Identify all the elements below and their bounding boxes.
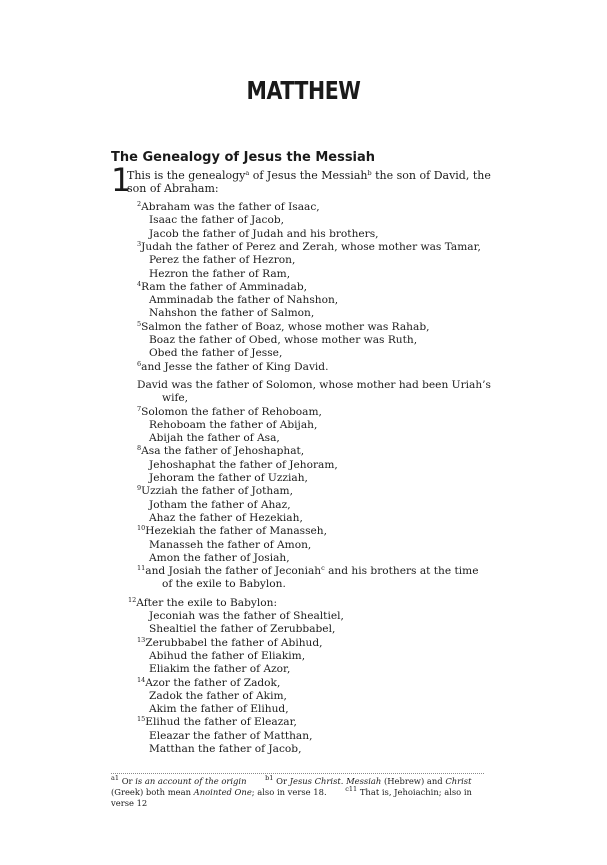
verse-text: After the exile to Babylon: [136, 596, 278, 609]
verse-text: Jacob the father of Judah and his brothers, [149, 227, 379, 240]
verse-line [137, 241, 481, 254]
verse-line [149, 334, 417, 347]
verse-line [149, 268, 290, 281]
verse-number: 4 [137, 279, 142, 288]
verse-line [137, 565, 478, 578]
verse-text: Amminadab the father of Nahshon, [149, 294, 339, 307]
verse-text: Ahaz the father of Hezekiah, [149, 511, 303, 524]
verse-text: wife, [162, 392, 189, 405]
verse-line [149, 650, 305, 663]
verse-line [149, 610, 344, 623]
verse-line [137, 485, 293, 498]
verse-text: Hezekiah the father of Manasseh, [145, 525, 327, 538]
verse-text: Boaz the father of Obed, whose mother was Ruth, [149, 334, 418, 346]
verse-text: Shealtiel the father of Zerubbabel, [149, 623, 336, 636]
verse-text: Rehoboam the father of Abijah, [149, 418, 318, 431]
verse-line [137, 361, 328, 374]
footnote-text: is an account of the origin [135, 776, 247, 786]
verse-line [149, 294, 338, 307]
verse-line [149, 690, 287, 703]
verse-number: 9 [137, 484, 142, 493]
footnote-ref: a1 [111, 774, 120, 782]
footnote-ref: b1 [265, 774, 274, 782]
verse-text: Abihud the father of Eliakim, [149, 649, 306, 662]
verse-line [149, 552, 290, 565]
verse-text: Jeconiah was the father of Shealtiel, [149, 610, 344, 622]
verse-line [149, 703, 289, 716]
verse-line [162, 392, 188, 405]
verse-text: David was the father of Solomon, whose mother had been Uriah’s [137, 378, 491, 391]
verse-line [137, 201, 320, 214]
footnote-text: (Greek) both mean [111, 787, 194, 797]
verse-text: Asa the father of Jehoshaphat, [141, 445, 305, 458]
section-heading: The Genealogy of Jesus the Messiah [111, 150, 376, 165]
verse-line [149, 459, 338, 472]
verse-text: Nahshon the father of Salmon, [149, 307, 315, 320]
verse-line [137, 525, 327, 538]
verse-line [149, 663, 290, 676]
footnote-marker[interactable]: b [367, 169, 372, 177]
footnote-text: verse 12 [111, 798, 148, 808]
verse-text: Zadok the father of Akim, [149, 689, 287, 702]
verse-text: Elihud the father of Eleazar, [145, 716, 297, 729]
verse-text: Jehoram the father of Uzziah, [149, 472, 308, 484]
verse-text: Eliakim the father of Azor, [149, 663, 291, 676]
verse-text: Amon the father of Josiah, [149, 551, 290, 564]
verse-number: 5 [137, 319, 142, 328]
verse-line [137, 406, 322, 419]
verse-number: 2 [137, 200, 142, 208]
verse-text: Manasseh the father of Amon, [149, 538, 312, 551]
verse-text: and his brothers at the time [324, 565, 479, 578]
verse-line [149, 539, 311, 552]
book-title: MATTHEW [246, 76, 361, 105]
footnote-text: That is, Jehoiachin; also in [359, 787, 472, 797]
verse-number: 13 [137, 635, 146, 644]
verse-line [149, 419, 317, 432]
verse-line [149, 307, 314, 320]
verse-line [149, 432, 280, 445]
verse-line [149, 214, 284, 227]
verse-text: Eleazar the father of Matthan, [149, 729, 313, 742]
verse-text: Akim the father of Elihud, [149, 703, 289, 716]
verse-number: 6 [137, 359, 142, 368]
verse-line [137, 716, 297, 729]
verse-text: Jehoshaphat the father of Jehoram, [149, 458, 338, 471]
verse-text: of the exile to Babylon. [162, 578, 286, 591]
verse-line [137, 379, 491, 392]
verse-text: Isaac the father of Jacob, [149, 214, 284, 227]
verse-number: 3 [137, 239, 142, 248]
verse-text: Abijah the father of Asa, [149, 432, 280, 445]
footnote-divider [111, 773, 484, 774]
footnote-marker[interactable]: c [321, 564, 325, 573]
verse-number: 7 [137, 404, 142, 413]
footnote-ref: c11 [345, 785, 358, 793]
verse-text: Abraham was the father of Isaac, [141, 201, 320, 213]
footnote-text: Jesus Christ. Messiah [289, 776, 382, 786]
verse-line [149, 228, 379, 241]
verse-text: and Josiah the father of Jeconiah [145, 565, 322, 578]
verse-text: Zerubbabel the father of Abihud, [145, 636, 323, 649]
verse-text: Jotham the father of Ahaz, [149, 498, 291, 511]
verse-line [149, 730, 312, 743]
verse-line [137, 677, 280, 690]
intro-text: This is the genealogy [127, 169, 246, 182]
intro-text: the son of David, the [371, 169, 491, 182]
verse-number: 8 [137, 444, 142, 453]
verse-line [149, 472, 308, 485]
verse-line [149, 623, 335, 636]
footnote-marker[interactable]: a [245, 169, 250, 177]
intro-text: son of Abraham: [127, 182, 219, 195]
verse-number: 15 [137, 715, 146, 724]
verse-text: Judah the father of Perez and Zerah, whose mother was Tamar, [141, 240, 481, 253]
verse-line [149, 743, 301, 756]
chapter-number: 1 [111, 161, 132, 199]
verse-text: Solomon the father of Rehoboam, [141, 405, 322, 418]
footnote-text: (Hebrew) and [381, 776, 446, 786]
verse-text: Salmon the father of Boaz, whose mother was Rahab, [141, 320, 430, 333]
verse-line [149, 347, 282, 360]
verse-line [137, 445, 304, 458]
verse-text: and Jesse the father of King David. [141, 360, 329, 373]
verse-line [137, 637, 323, 650]
verse-line [149, 254, 295, 267]
verse-line [128, 597, 277, 610]
verse-number: 10 [137, 524, 146, 533]
intro-text: of Jesus the Messiah [249, 169, 368, 182]
footnote-text: Or [121, 776, 136, 786]
footnote-text: Anointed One [193, 787, 252, 797]
verse-number: 11 [137, 564, 146, 573]
footnote-text: Christ [445, 776, 472, 786]
verse-text: Hezron the father of Ram, [149, 267, 291, 280]
verse-text: Matthan the father of Jacob, [149, 743, 302, 755]
verse-text: Azor the father of Zadok, [145, 676, 281, 689]
verse-text: Obed the father of Jesse, [149, 347, 283, 360]
verse-text: Ram the father of Amminadab, [141, 280, 308, 293]
verse-line [162, 578, 286, 591]
verse-number: 14 [137, 675, 146, 684]
verse-number: 12 [128, 595, 137, 604]
verse-text: Perez the father of Hezron, [149, 254, 296, 267]
verse-line [137, 321, 429, 334]
footnote-text: ; also in verse 18. [251, 787, 327, 797]
verse-line [137, 281, 307, 294]
verse-line [149, 499, 291, 512]
footnotes [111, 776, 491, 809]
verse-line [149, 512, 303, 525]
intro-verse [127, 169, 497, 195]
footnote-text: Or [276, 776, 290, 786]
verse-text: Uzziah the father of Jotham, [141, 485, 293, 498]
